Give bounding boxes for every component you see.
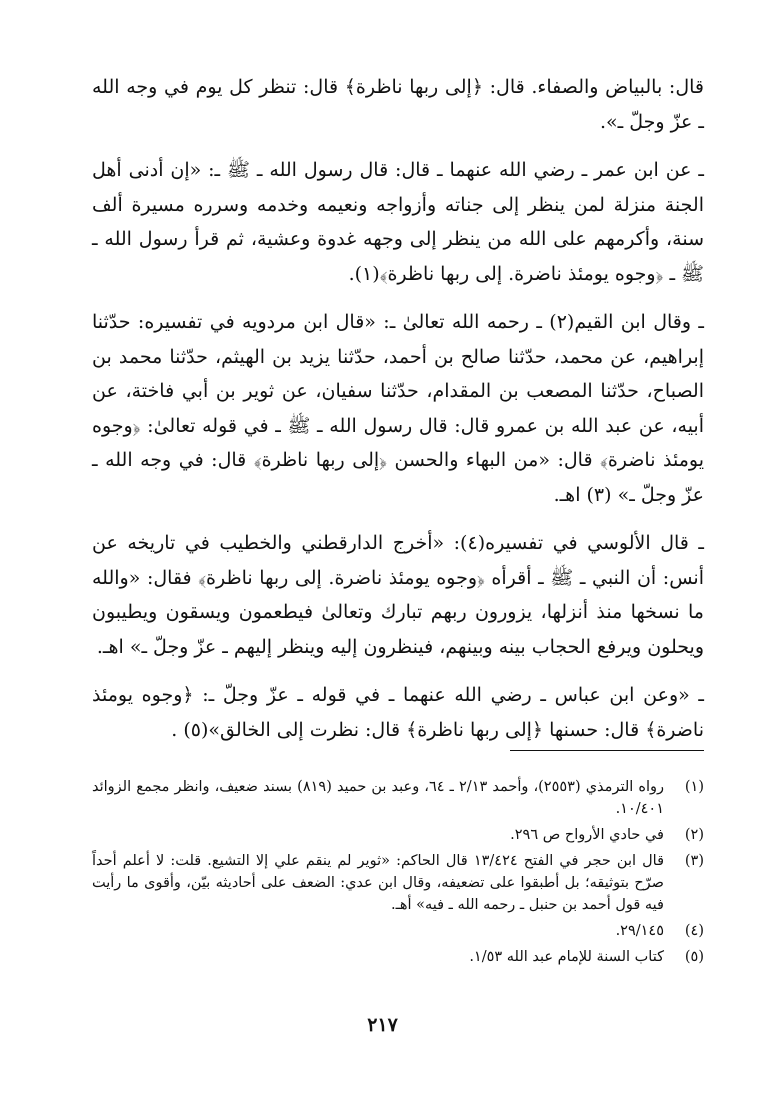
paragraph: ـ عن ابن عمر ـ رضي الله عنهما ـ قال: قال رسول الله ـ ﷺ ـ: «إن أدنى أهل الجنة منزلة لمن ينظر إلى جناته وأزواجه ونعيمه وخدمه وسرره مسيرة ألف سنة، وأكرمهم على الله من ينظر إلى وجهه غدوة وعشية، ثم قرأ رسول الله ـ ﷺ ـ ﴿وجوه يومئذ ناضرة. إلى ربها ناظرة﴾(١). [92,159,704,285]
footnote-text: رواه الترمذي (٢٥٥٣)، وأحمد ٢/١٣ ـ ٦٤، وعبد بن حميد (٨١٩) بسند ضعيف، وانظر مجمع الزوائد ١٠/٤٠١. [92,779,664,817]
paragraph: ـ «وعن ابن عباس ـ رضي الله عنهما ـ في قوله ـ عزّ وجلّ ـ: ﴿وجوه يومئذ ناضرة﴾ قال: حسنها ﴿إلى ربها ناظرة﴾ قال: نظرت إلى الخالق»(٥) . [92,684,704,741]
page-number: ٢١٧ [367,1014,398,1036]
paragraph: قال: بالبياض والصفاء. قال: ﴿إلى ربها ناظرة﴾ قال: تنظر كل يوم في وجه الله ـ عزّ وجلّ ـ». [92,76,704,133]
footnote-item [92,946,704,968]
footnote-number: (٥) [684,949,704,965]
main-text [92,70,704,761]
footnote-text: في حادي الأرواح ص ٢٩٦. [510,827,664,843]
footnote-item [92,824,704,846]
footnote-item [92,776,704,820]
paragraph: ـ قال الألوسي في تفسيره(٤): «أخرج الدارقطني والخطيب في تاريخه عن أنس: أن النبي ـ ﷺ ـ أقرأه ﴿وجوه يومئذ ناضرة. إلى ربها ناظرة﴾ فقال: «والله ما نسخها منذ أنزلها، يزورون ربهم تبارك وتعالىٰ فيطعمون ويسقون ويطيبون ويحلون ويرفع الحجاب بينه وبينهم، فينظرون إليه وينظر إليهم ـ عزّ وجلّ ـ» اهـ. [92,532,704,658]
footnote-text: قال ابن حجر في الفتح ١٣/٤٢٤ قال الحاكم: «ثوير لم ينقم علي إلا التشيع. قلت: لا أعلم أحداً صرّح بتوثيقه؛ بل أطبقوا على تضعيفه، وقال ابن عدي: الضعف على أحاديثه بيّن، وأقوى ما رأيت فيه قول أحمد بن حنبل ـ رحمه الله ـ فيه» أهـ. [92,853,665,913]
footnote-number: (١) [684,779,704,795]
footnote-item [92,850,704,916]
footnotes [92,776,704,972]
footnote-text: ٢٩/١٤٥. [615,923,664,939]
footnote-item [92,920,704,942]
footnote-number: (٣) [684,853,704,869]
footnote-divider [510,750,704,751]
footnote-number: (٤) [684,923,704,939]
footnote-text: كتاب السنة للإمام عبد الله ١/٥٣. [469,949,664,965]
paragraph: ـ وقال ابن القيم(٢) ـ رحمه الله تعالىٰ ـ: «قال ابن مردويه في تفسيره: حدّثنا إبراهيم، عن محمد، حدّثنا صالح بن أحمد، حدّثنا يزيد بن الهيثم، حدّثنا محمد بن الصباح، حدّثنا المصعب بن المقدام، حدّثنا سفيان، عن ثوير بن أبي فاختة، عن أبيه، عن عبد الله بن عمرو قال: قال رسول الله ـ ﷺ ـ في قوله تعالىٰ: ﴿وجوه يومئذ ناضرة﴾ قال: «من البهاء والحسن ﴿إلى ربها ناظرة﴾ قال: في وجه الله ـ عزّ وجلّ ـ» (٣) اهـ. [92,311,705,506]
footnote-number: (٢) [684,827,704,843]
